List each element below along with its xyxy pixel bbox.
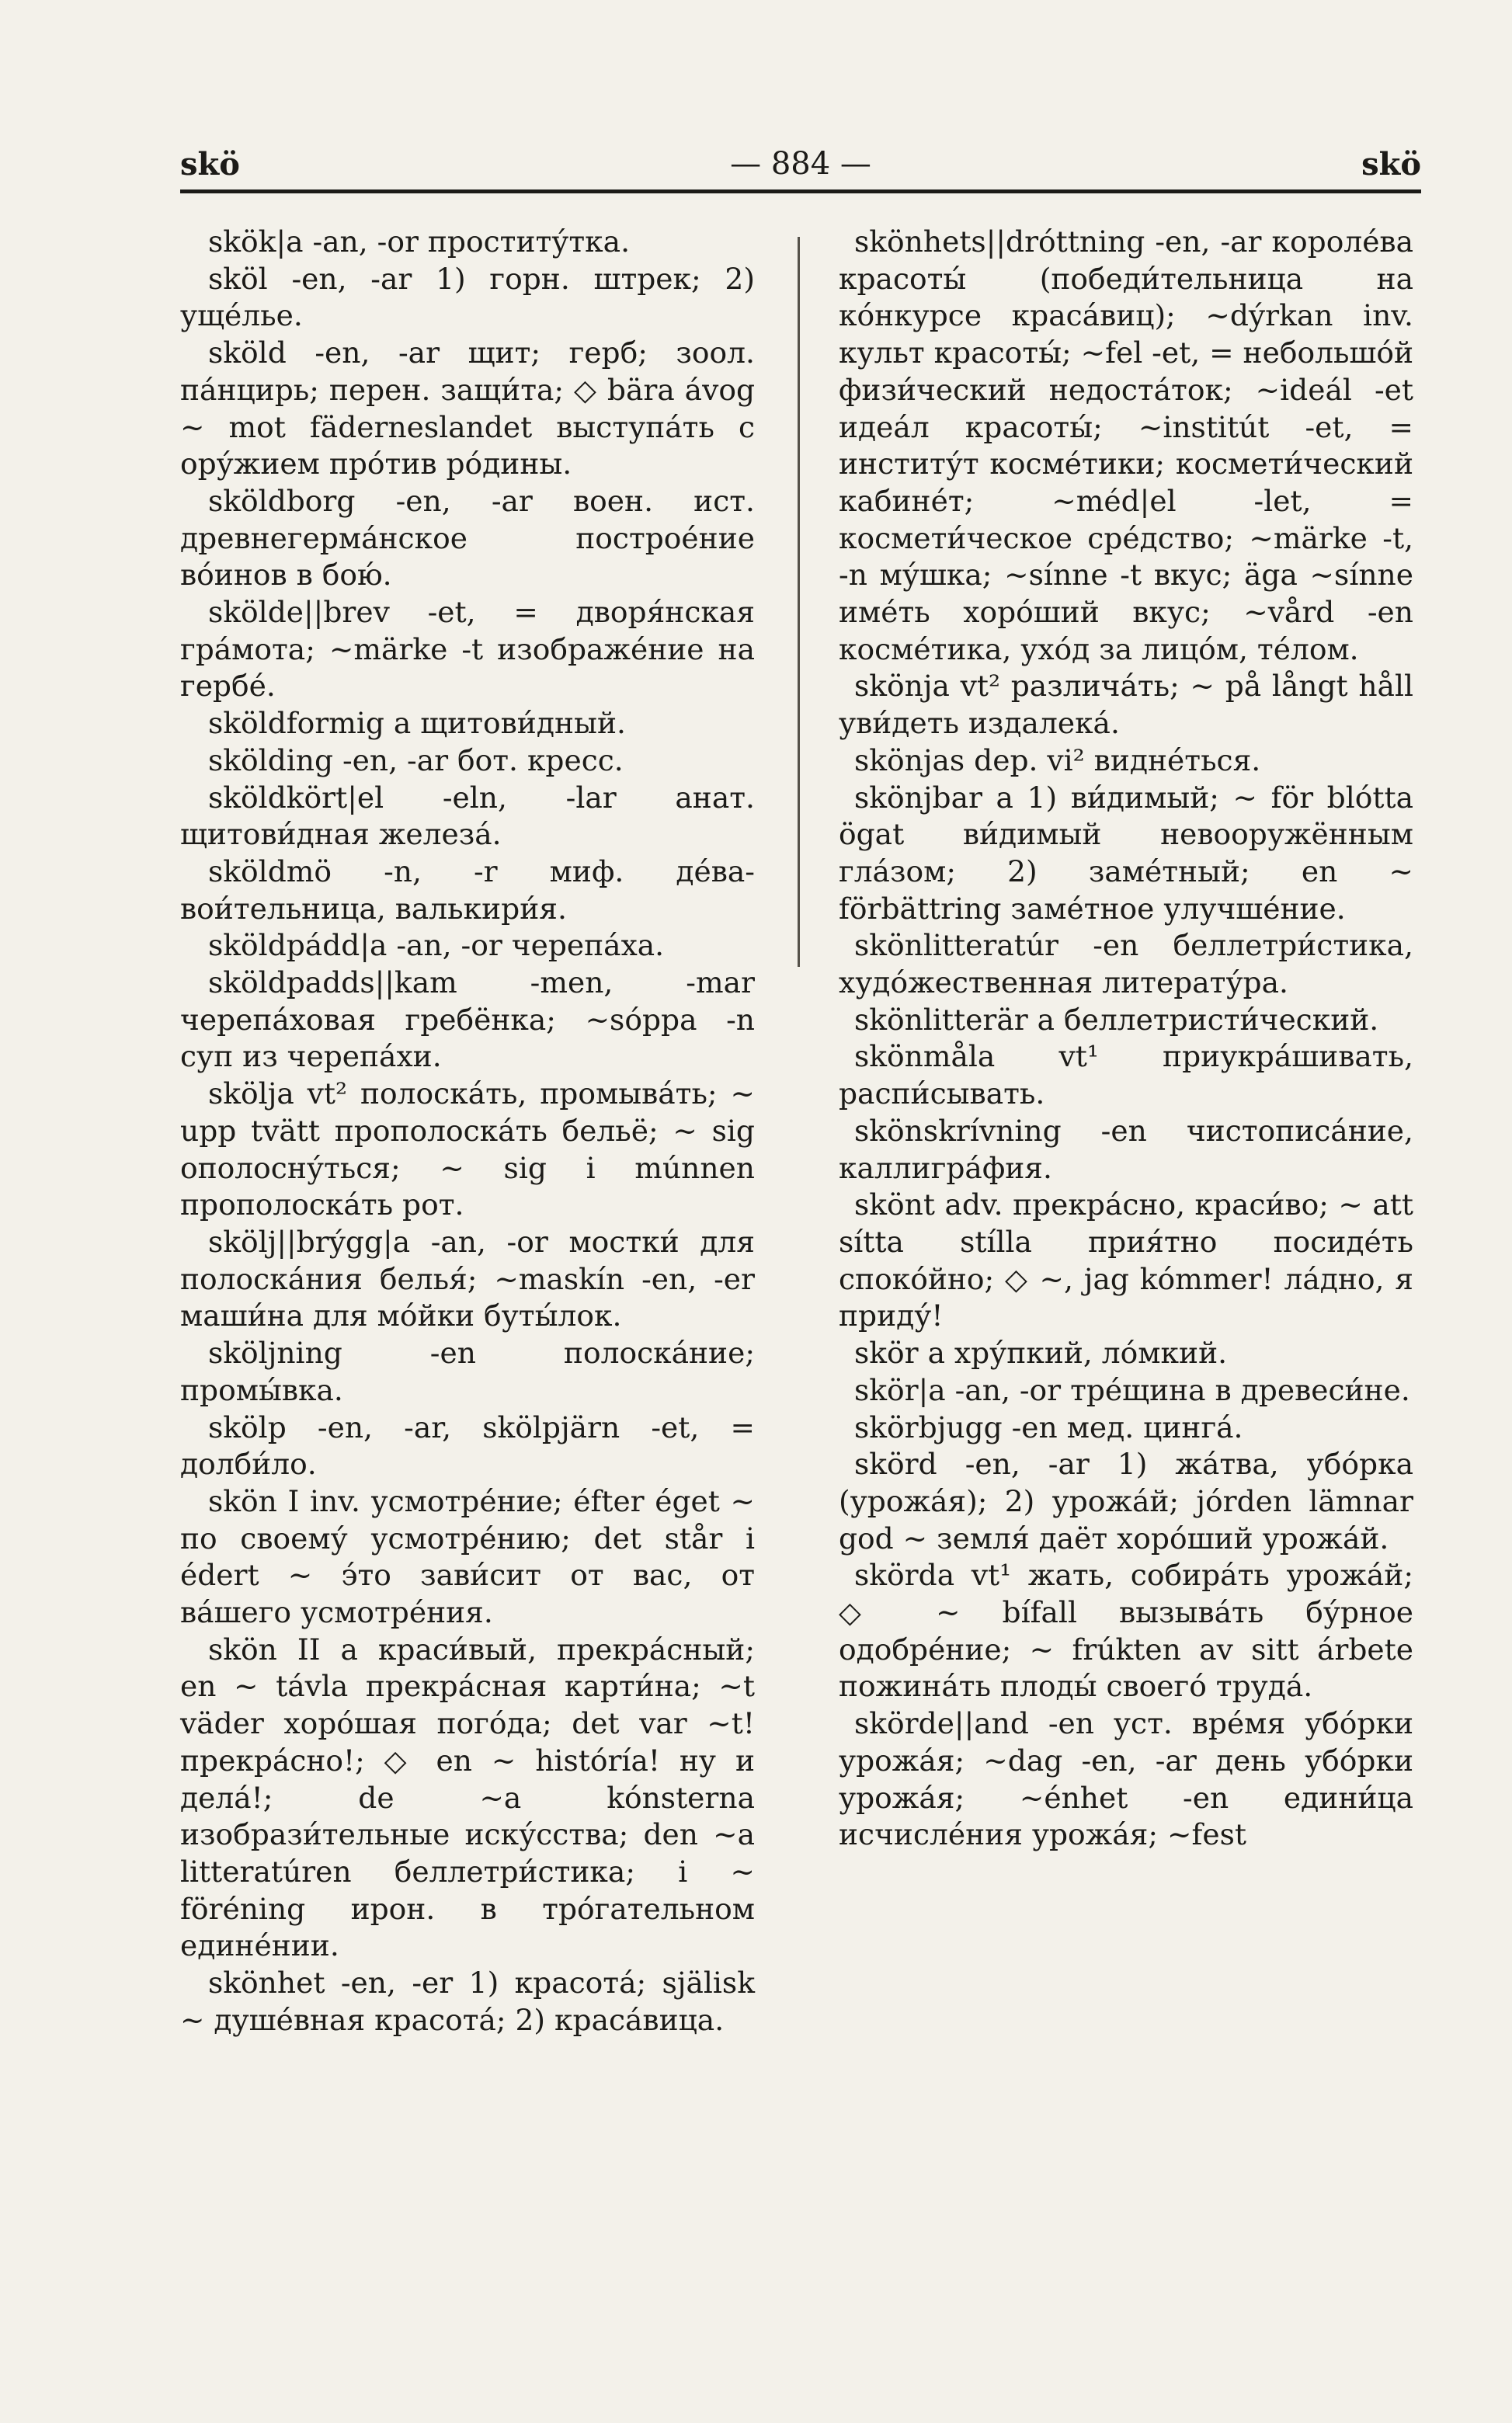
left-column xyxy=(180,224,755,2039)
column-divider xyxy=(798,237,800,967)
header-right-word: skö xyxy=(1361,146,1421,183)
dictionary-entry: skök|a -an, -or проститу́тка. xyxy=(208,224,631,259)
dictionary-entry: sköldkört|el -eln, -lar анат. щитови́дная железа́. xyxy=(180,780,755,852)
dictionary-entry: sköldformig a щитови́дный. xyxy=(208,706,626,741)
dictionary-entry: skör a хру́пкий, ло́мкий. xyxy=(854,1336,1228,1371)
dictionary-entry: sköldе||brev -et, = дворя́нская гра́мота; ~märke -t изображе́ние на гербе́. xyxy=(180,595,755,704)
dictionary-entry: skönjas dep. vi² видне́ться. xyxy=(854,742,1261,777)
dictionary-entry: skön II a краси́вый, прекра́сный; en ~ távla прекра́сная карти́на; ~t väder хоро́шая пого́да; det var ~t! прекра́сно!; ◇ en ~ históría! ну и дела́!; de ~a kónsterna изобрази́тельные иску́сства; den ~a litteratúren беллетри́стика; i ~ föréning ирон. в тро́гательном едине́нии. xyxy=(180,1632,755,1963)
dictionary-entry: skörd -en, -ar 1) жа́тва, убо́рка (урожа́я); 2) урожа́й; jórden lämnar god ~ земля́ даёт хоро́ший урожа́й. xyxy=(839,1447,1413,1556)
dictionary-entry: skönlitteratúr -en беллетри́стика, худо́жественная литерату́ра. xyxy=(839,928,1413,1000)
dictionary-entry: skörda vt¹ жать, собира́ть урожа́й; ◇ ~ bífall вызыва́ть бу́рное одобре́ние; ~ frúkten av sitt árbete пожина́ть плоды́ своего́ труда́. xyxy=(839,1558,1413,1704)
dictionary-entry: skölja vt² полоска́ть, промыва́ть; ~ upp tvätt прополоска́ть бельё; ~ sig ополосну́ться; ~ sig i múnnen прополоска́ть рот. xyxy=(180,1076,755,1222)
dictionary-entry: skönhet -en, -er 1) красота́; själisk ~ душе́вная красота́; 2) краса́вица. xyxy=(180,1966,755,2037)
dictionary-entry: skönhets||dróttning -en, -ar короле́ва красоты́ (победи́тельница на ко́нкурсе краса́виц); ~dýrkan inv. культ красоты́; ~fel -et, = небольшо́й физи́ческий недоста́ток; ~ideál -et идеа́л красоты́; ~institút -et, = институ́т косме́тики; космети́ческий кабине́т; ~méd|el -let, = космети́ческое сре́дство; ~märke -t, -n му́шка; ~sínne -t вкус; äga ~sínne име́ть хоро́ший вкус; ~vård -en косме́тика, ухо́д за лицо́м, те́лом. xyxy=(839,224,1414,666)
dictionary-entry: skörbjugg -en мед. цинга́. xyxy=(854,1410,1243,1444)
header-left-word: skö xyxy=(180,146,240,183)
dictionary-entry: skönjbar a 1) ви́димый; ~ för blótta ögat ви́димый невооружённым гла́зом; 2) заме́тный; en ~ förbättring заме́тное улучше́ние. xyxy=(839,780,1413,926)
dictionary-entry: sköld -en, -ar щит; герб; зоол. па́нцирь; перен. защи́та; ◇ bära ávog ~ mot fäderneslandet выступа́ть с ору́жием про́тив ро́дины. xyxy=(180,335,755,481)
dictionary-entry: sköldpádd|a -an, -or черепа́ха. xyxy=(208,928,665,963)
dictionary-entry: skölp -en, -ar, skölpjärn -et, = долби́ло. xyxy=(180,1410,755,1482)
dictionary-entry: skönmåla vt¹ приукра́шивать, распи́сывать. xyxy=(839,1039,1413,1111)
dictionary-entry: skönja vt² различа́ть; ~ på långt håll уви́деть издалека́. xyxy=(839,669,1413,741)
dictionary-entry: skönlitterär a беллетристи́ческий. xyxy=(854,1002,1379,1037)
page-header xyxy=(180,140,1421,189)
page-number: — 884 — xyxy=(730,146,871,182)
dictionary-entry: skölj||brýgg|a -an, -or мостки́ для полоска́ния белья́; ~maskín -en, -er маши́на для мо́йки буты́лок. xyxy=(180,1224,755,1333)
dictionary-entry: sköldmö -n, -r миф. де́ва-вои́тельница, валькири́я. xyxy=(180,853,755,926)
dictionary-entry: skörde||and -en уст. вре́мя убо́рки урожа́я; ~dag -en, -ar день убо́рки урожа́я; ~énhet -en едини́ца исчисле́ния урожа́я; ~fest xyxy=(839,1706,1413,1852)
dictionary-entry: sköldpadds||kam -men, -mar черепа́ховая гребёнка; ~sóppa -n суп из черепа́хи. xyxy=(180,965,755,1074)
dictionary-entry: sköldborg -en, -ar воен. ист. древнегерма́нское построе́ние во́инов в бою́. xyxy=(180,483,755,593)
header-rule xyxy=(180,189,1421,193)
dictionary-entry: skönt adv. прекра́сно, краси́во; ~ att sítta stílla прия́тно посиде́ть споко́йно; ◇ ~, jag kómmer! ла́дно, я приду́! xyxy=(839,1187,1413,1333)
dictionary-entry: sköljning -en полоска́ние; промы́вка. xyxy=(180,1336,755,1407)
dictionary-entry: sköl -en, -ar 1) горн. штрек; 2) уще́лье. xyxy=(180,261,755,333)
dictionary-entry: skönskrívning -en чистописа́ние, каллигра́фия. xyxy=(839,1113,1413,1185)
dictionary-entry: skör|a -an, -or тре́щина в древеси́не. xyxy=(854,1372,1410,1407)
dictionary-entry: sköldіng -en, -ar бот. кресс. xyxy=(208,742,624,777)
right-column xyxy=(839,224,1413,1854)
dictionary-entry: skön I inv. усмотре́ние; éfter éget ~ по своему́ усмотре́нию; det står i édert ~ э́то зави́сит от вас, от ва́шего усмотре́ния. xyxy=(180,1483,755,1630)
